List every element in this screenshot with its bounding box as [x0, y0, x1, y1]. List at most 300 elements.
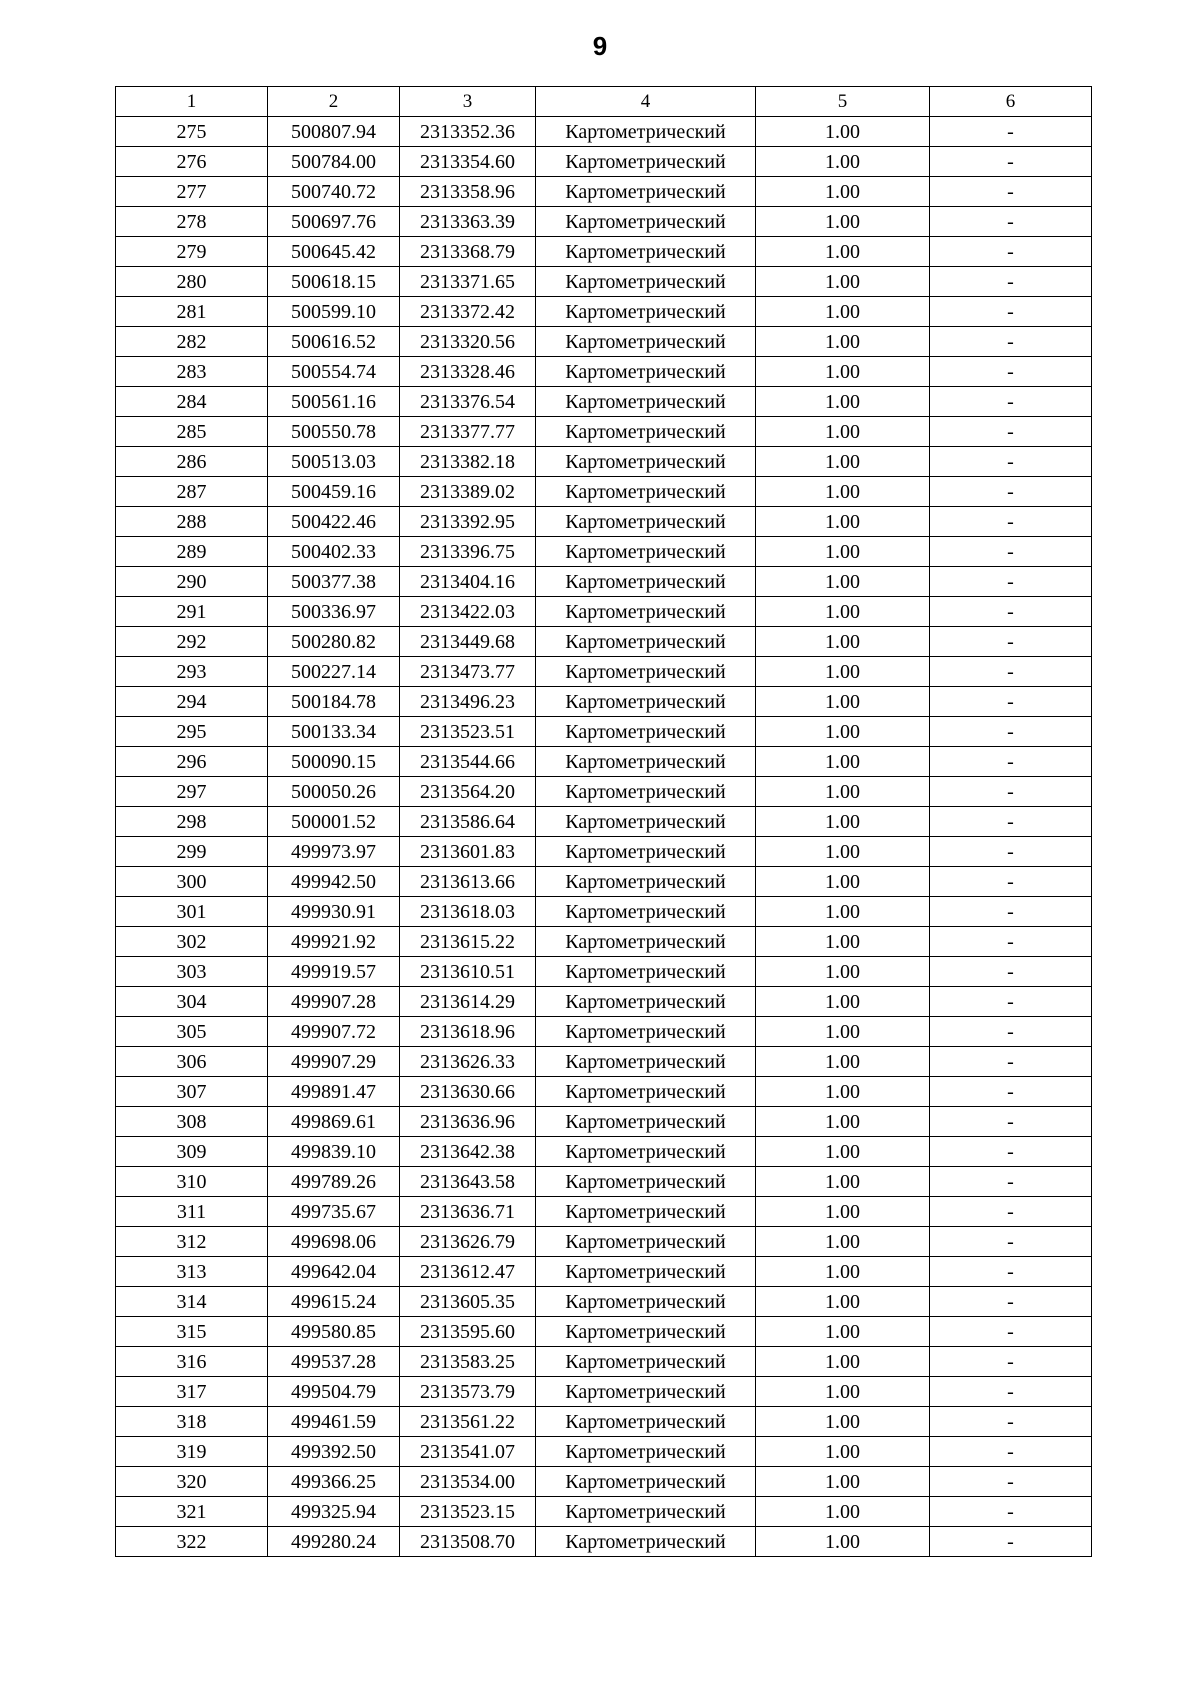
cell-note: - [930, 207, 1092, 237]
cell-method: Картометрический [536, 1407, 756, 1437]
cell-note: - [930, 807, 1092, 837]
cell-note: - [930, 1407, 1092, 1437]
cell-method: Картометрический [536, 417, 756, 447]
cell-y-coordinate: 2313368.79 [400, 237, 536, 267]
cell-y-coordinate: 2313358.96 [400, 177, 536, 207]
table-row [116, 1437, 1092, 1467]
cell-y-coordinate: 2313630.66 [400, 1077, 536, 1107]
table-row [116, 1167, 1092, 1197]
cell-y-coordinate: 2313449.68 [400, 627, 536, 657]
table-row [116, 1347, 1092, 1377]
cell-method: Картометрический [536, 1467, 756, 1497]
cell-y-coordinate: 2313523.15 [400, 1497, 536, 1527]
cell-x-coordinate: 499735.67 [268, 1197, 400, 1227]
cell-x-coordinate: 499789.26 [268, 1167, 400, 1197]
cell-x-coordinate: 500554.74 [268, 357, 400, 387]
cell-accuracy: 1.00 [756, 957, 930, 987]
table-row [116, 867, 1092, 897]
cell-y-coordinate: 2313376.54 [400, 387, 536, 417]
cell-method: Картометрический [536, 1437, 756, 1467]
cell-note: - [930, 177, 1092, 207]
cell-accuracy: 1.00 [756, 327, 930, 357]
table-row [116, 1227, 1092, 1257]
cell-note: - [930, 747, 1092, 777]
cell-note: - [930, 1017, 1092, 1047]
cell-y-coordinate: 2313626.79 [400, 1227, 536, 1257]
cell-note: - [930, 1527, 1092, 1557]
cell-accuracy: 1.00 [756, 747, 930, 777]
table-row [116, 177, 1092, 207]
cell-method: Картометрический [536, 1197, 756, 1227]
table-body [116, 117, 1092, 1557]
cell-x-coordinate: 499615.24 [268, 1287, 400, 1317]
cell-point-number: 296 [116, 747, 268, 777]
cell-note: - [930, 387, 1092, 417]
cell-x-coordinate: 499325.94 [268, 1497, 400, 1527]
cell-accuracy: 1.00 [756, 897, 930, 927]
cell-accuracy: 1.00 [756, 387, 930, 417]
cell-x-coordinate: 500133.34 [268, 717, 400, 747]
cell-note: - [930, 1047, 1092, 1077]
cell-x-coordinate: 499942.50 [268, 867, 400, 897]
cell-point-number: 292 [116, 627, 268, 657]
cell-x-coordinate: 499280.24 [268, 1527, 400, 1557]
cell-accuracy: 1.00 [756, 1317, 930, 1347]
cell-point-number: 301 [116, 897, 268, 927]
cell-y-coordinate: 2313372.42 [400, 297, 536, 327]
cell-x-coordinate: 500807.94 [268, 117, 400, 147]
cell-method: Картометрический [536, 1227, 756, 1257]
table-row [116, 327, 1092, 357]
table-row [116, 957, 1092, 987]
cell-accuracy: 1.00 [756, 297, 930, 327]
cell-method: Картометрический [536, 747, 756, 777]
cell-accuracy: 1.00 [756, 1077, 930, 1107]
cell-point-number: 315 [116, 1317, 268, 1347]
cell-method: Картометрический [536, 777, 756, 807]
cell-accuracy: 1.00 [756, 1107, 930, 1137]
cell-x-coordinate: 500336.97 [268, 597, 400, 627]
cell-note: - [930, 297, 1092, 327]
cell-point-number: 306 [116, 1047, 268, 1077]
cell-x-coordinate: 500618.15 [268, 267, 400, 297]
cell-point-number: 278 [116, 207, 268, 237]
cell-method: Картометрический [536, 1017, 756, 1047]
table-row [116, 897, 1092, 927]
cell-accuracy: 1.00 [756, 1467, 930, 1497]
cell-note: - [930, 447, 1092, 477]
table-row [116, 807, 1092, 837]
cell-accuracy: 1.00 [756, 1497, 930, 1527]
table-row [116, 987, 1092, 1017]
cell-accuracy: 1.00 [756, 777, 930, 807]
cell-x-coordinate: 499580.85 [268, 1317, 400, 1347]
cell-x-coordinate: 499504.79 [268, 1377, 400, 1407]
cell-accuracy: 1.00 [756, 807, 930, 837]
table-row [116, 747, 1092, 777]
cell-note: - [930, 1497, 1092, 1527]
cell-point-number: 283 [116, 357, 268, 387]
cell-note: - [930, 927, 1092, 957]
cell-method: Картометрический [536, 1377, 756, 1407]
table-row [116, 1467, 1092, 1497]
cell-method: Картометрический [536, 147, 756, 177]
cell-y-coordinate: 2313615.22 [400, 927, 536, 957]
cell-x-coordinate: 500402.33 [268, 537, 400, 567]
cell-x-coordinate: 499891.47 [268, 1077, 400, 1107]
cell-x-coordinate: 499973.97 [268, 837, 400, 867]
cell-x-coordinate: 500740.72 [268, 177, 400, 207]
cell-method: Картометрический [536, 327, 756, 357]
cell-method: Картометрический [536, 1077, 756, 1107]
cell-y-coordinate: 2313564.20 [400, 777, 536, 807]
table-row [116, 927, 1092, 957]
header-row [116, 87, 1092, 117]
cell-method: Картометрический [536, 927, 756, 957]
cell-x-coordinate: 499642.04 [268, 1257, 400, 1287]
cell-x-coordinate: 500280.82 [268, 627, 400, 657]
cell-accuracy: 1.00 [756, 717, 930, 747]
cell-method: Картометрический [536, 897, 756, 927]
cell-x-coordinate: 499930.91 [268, 897, 400, 927]
cell-y-coordinate: 2313618.03 [400, 897, 536, 927]
cell-method: Картометрический [536, 117, 756, 147]
cell-method: Картометрический [536, 177, 756, 207]
cell-note: - [930, 957, 1092, 987]
cell-note: - [930, 327, 1092, 357]
cell-y-coordinate: 2313352.36 [400, 117, 536, 147]
cell-accuracy: 1.00 [756, 477, 930, 507]
cell-x-coordinate: 500227.14 [268, 657, 400, 687]
cell-y-coordinate: 2313371.65 [400, 267, 536, 297]
cell-note: - [930, 657, 1092, 687]
cell-method: Картометрический [536, 237, 756, 267]
cell-point-number: 291 [116, 597, 268, 627]
cell-y-coordinate: 2313354.60 [400, 147, 536, 177]
cell-accuracy: 1.00 [756, 507, 930, 537]
cell-method: Картометрический [536, 987, 756, 1017]
table-row [116, 447, 1092, 477]
table-row [116, 507, 1092, 537]
cell-method: Картометрический [536, 297, 756, 327]
table-row [116, 207, 1092, 237]
cell-y-coordinate: 2313643.58 [400, 1167, 536, 1197]
cell-point-number: 293 [116, 657, 268, 687]
cell-method: Картометрический [536, 477, 756, 507]
page-number: 9 [592, 31, 608, 61]
cell-note: - [930, 597, 1092, 627]
cell-point-number: 311 [116, 1197, 268, 1227]
cell-accuracy: 1.00 [756, 357, 930, 387]
cell-y-coordinate: 2313382.18 [400, 447, 536, 477]
cell-x-coordinate: 500422.46 [268, 507, 400, 537]
cell-method: Картометрический [536, 1257, 756, 1287]
cell-x-coordinate: 500599.10 [268, 297, 400, 327]
cell-y-coordinate: 2313595.60 [400, 1317, 536, 1347]
cell-accuracy: 1.00 [756, 567, 930, 597]
cell-x-coordinate: 499537.28 [268, 1347, 400, 1377]
cell-y-coordinate: 2313618.96 [400, 1017, 536, 1047]
cell-note: - [930, 147, 1092, 177]
cell-note: - [930, 237, 1092, 267]
cell-note: - [930, 987, 1092, 1017]
cell-y-coordinate: 2313396.75 [400, 537, 536, 567]
cell-method: Картометрический [536, 807, 756, 837]
table-row [116, 417, 1092, 447]
table-row [116, 1107, 1092, 1137]
cell-method: Картометрический [536, 207, 756, 237]
cell-accuracy: 1.00 [756, 1167, 930, 1197]
table-row [116, 117, 1092, 147]
cell-note: - [930, 567, 1092, 597]
table-row [116, 1317, 1092, 1347]
cell-point-number: 280 [116, 267, 268, 297]
cell-note: - [930, 537, 1092, 567]
cell-note: - [930, 1107, 1092, 1137]
cell-method: Картометрический [536, 1107, 756, 1137]
cell-accuracy: 1.00 [756, 1227, 930, 1257]
cell-accuracy: 1.00 [756, 417, 930, 447]
cell-accuracy: 1.00 [756, 927, 930, 957]
cell-point-number: 289 [116, 537, 268, 567]
cell-note: - [930, 507, 1092, 537]
cell-note: - [930, 1227, 1092, 1257]
cell-note: - [930, 417, 1092, 447]
table-row [116, 777, 1092, 807]
table-row [116, 717, 1092, 747]
cell-note: - [930, 1467, 1092, 1497]
cell-point-number: 285 [116, 417, 268, 447]
column-header-4: 4 [536, 87, 756, 117]
cell-accuracy: 1.00 [756, 1377, 930, 1407]
cell-point-number: 276 [116, 147, 268, 177]
table-row [116, 567, 1092, 597]
cell-x-coordinate: 499461.59 [268, 1407, 400, 1437]
cell-accuracy: 1.00 [756, 987, 930, 1017]
cell-y-coordinate: 2313377.77 [400, 417, 536, 447]
table-row [116, 837, 1092, 867]
cell-x-coordinate: 500050.26 [268, 777, 400, 807]
cell-accuracy: 1.00 [756, 1437, 930, 1467]
cell-y-coordinate: 2313392.95 [400, 507, 536, 537]
cell-x-coordinate: 499907.72 [268, 1017, 400, 1047]
table-row [116, 1497, 1092, 1527]
cell-y-coordinate: 2313534.00 [400, 1467, 536, 1497]
cell-accuracy: 1.00 [756, 627, 930, 657]
cell-method: Картометрический [536, 957, 756, 987]
column-header-2: 2 [268, 87, 400, 117]
cell-accuracy: 1.00 [756, 117, 930, 147]
table-header [116, 87, 1092, 117]
cell-accuracy: 1.00 [756, 147, 930, 177]
cell-accuracy: 1.00 [756, 687, 930, 717]
cell-y-coordinate: 2313544.66 [400, 747, 536, 777]
cell-x-coordinate: 500184.78 [268, 687, 400, 717]
cell-method: Картометрический [536, 837, 756, 867]
cell-point-number: 316 [116, 1347, 268, 1377]
cell-note: - [930, 117, 1092, 147]
cell-method: Картометрический [536, 447, 756, 477]
cell-accuracy: 1.00 [756, 837, 930, 867]
cell-note: - [930, 897, 1092, 927]
cell-y-coordinate: 2313642.38 [400, 1137, 536, 1167]
cell-accuracy: 1.00 [756, 1137, 930, 1167]
cell-x-coordinate: 499919.57 [268, 957, 400, 987]
cell-x-coordinate: 499698.06 [268, 1227, 400, 1257]
cell-point-number: 286 [116, 447, 268, 477]
cell-note: - [930, 1197, 1092, 1227]
cell-y-coordinate: 2313473.77 [400, 657, 536, 687]
cell-note: - [930, 477, 1092, 507]
cell-x-coordinate: 500784.00 [268, 147, 400, 177]
cell-y-coordinate: 2313508.70 [400, 1527, 536, 1557]
cell-y-coordinate: 2313389.02 [400, 477, 536, 507]
table-row [116, 1287, 1092, 1317]
cell-method: Картометрический [536, 1167, 756, 1197]
cell-point-number: 305 [116, 1017, 268, 1047]
cell-point-number: 320 [116, 1467, 268, 1497]
cell-accuracy: 1.00 [756, 1407, 930, 1437]
cell-x-coordinate: 500697.76 [268, 207, 400, 237]
cell-note: - [930, 1347, 1092, 1377]
cell-method: Картометрический [536, 357, 756, 387]
table-row [116, 1077, 1092, 1107]
table-row [116, 687, 1092, 717]
table-row [116, 477, 1092, 507]
cell-x-coordinate: 499907.28 [268, 987, 400, 1017]
table-row [116, 1257, 1092, 1287]
cell-y-coordinate: 2313541.07 [400, 1437, 536, 1467]
cell-method: Картометрический [536, 1047, 756, 1077]
cell-method: Картометрический [536, 597, 756, 627]
cell-point-number: 313 [116, 1257, 268, 1287]
cell-method: Картометрический [536, 717, 756, 747]
column-header-5: 5 [756, 87, 930, 117]
cell-y-coordinate: 2313328.46 [400, 357, 536, 387]
cell-method: Картометрический [536, 1317, 756, 1347]
cell-note: - [930, 267, 1092, 297]
cell-point-number: 277 [116, 177, 268, 207]
cell-x-coordinate: 500561.16 [268, 387, 400, 417]
cell-note: - [930, 1167, 1092, 1197]
cell-point-number: 317 [116, 1377, 268, 1407]
cell-x-coordinate: 500550.78 [268, 417, 400, 447]
cell-point-number: 307 [116, 1077, 268, 1107]
cell-accuracy: 1.00 [756, 1047, 930, 1077]
cell-point-number: 314 [116, 1287, 268, 1317]
column-header-6: 6 [930, 87, 1092, 117]
cell-accuracy: 1.00 [756, 1527, 930, 1557]
table-row [116, 357, 1092, 387]
cell-method: Картометрический [536, 1527, 756, 1557]
table-row [116, 537, 1092, 567]
table-row [116, 1017, 1092, 1047]
cell-point-number: 299 [116, 837, 268, 867]
cell-note: - [930, 357, 1092, 387]
table-row [116, 147, 1092, 177]
cell-point-number: 312 [116, 1227, 268, 1257]
cell-x-coordinate: 499921.92 [268, 927, 400, 957]
cell-x-coordinate: 500090.15 [268, 747, 400, 777]
cell-note: - [930, 627, 1092, 657]
cell-method: Картометрический [536, 1497, 756, 1527]
cell-x-coordinate: 500616.52 [268, 327, 400, 357]
cell-note: - [930, 867, 1092, 897]
cell-x-coordinate: 500645.42 [268, 237, 400, 267]
cell-accuracy: 1.00 [756, 597, 930, 627]
cell-accuracy: 1.00 [756, 1017, 930, 1047]
cell-y-coordinate: 2313610.51 [400, 957, 536, 987]
cell-method: Картометрический [536, 507, 756, 537]
cell-x-coordinate: 499392.50 [268, 1437, 400, 1467]
cell-point-number: 288 [116, 507, 268, 537]
cell-point-number: 295 [116, 717, 268, 747]
cell-y-coordinate: 2313626.33 [400, 1047, 536, 1077]
cell-y-coordinate: 2313583.25 [400, 1347, 536, 1377]
cell-method: Картометрический [536, 567, 756, 597]
cell-accuracy: 1.00 [756, 207, 930, 237]
cell-point-number: 322 [116, 1527, 268, 1557]
table-row [116, 1197, 1092, 1227]
cell-x-coordinate: 500377.38 [268, 567, 400, 597]
cell-method: Картометрический [536, 867, 756, 897]
table-row [116, 1377, 1092, 1407]
cell-method: Картометрический [536, 657, 756, 687]
cell-note: - [930, 777, 1092, 807]
cell-y-coordinate: 2313636.96 [400, 1107, 536, 1137]
cell-point-number: 304 [116, 987, 268, 1017]
cell-accuracy: 1.00 [756, 237, 930, 267]
cell-accuracy: 1.00 [756, 1257, 930, 1287]
cell-method: Картометрический [536, 1347, 756, 1377]
table-row [116, 627, 1092, 657]
table-row [116, 237, 1092, 267]
column-header-1: 1 [116, 87, 268, 117]
cell-point-number: 284 [116, 387, 268, 417]
cell-method: Картометрический [536, 687, 756, 717]
cell-y-coordinate: 2313523.51 [400, 717, 536, 747]
cell-point-number: 290 [116, 567, 268, 597]
table-row [116, 1527, 1092, 1557]
column-header-3: 3 [400, 87, 536, 117]
cell-accuracy: 1.00 [756, 1347, 930, 1377]
cell-point-number: 281 [116, 297, 268, 327]
table-row [116, 1137, 1092, 1167]
cell-point-number: 282 [116, 327, 268, 357]
cell-x-coordinate: 499839.10 [268, 1137, 400, 1167]
cell-point-number: 302 [116, 927, 268, 957]
cell-accuracy: 1.00 [756, 867, 930, 897]
cell-point-number: 297 [116, 777, 268, 807]
cell-y-coordinate: 2313636.71 [400, 1197, 536, 1227]
cell-y-coordinate: 2313363.39 [400, 207, 536, 237]
table-row [116, 597, 1092, 627]
cell-note: - [930, 1317, 1092, 1347]
cell-accuracy: 1.00 [756, 1287, 930, 1317]
cell-point-number: 318 [116, 1407, 268, 1437]
cell-accuracy: 1.00 [756, 267, 930, 297]
cell-y-coordinate: 2313573.79 [400, 1377, 536, 1407]
cell-x-coordinate: 499907.29 [268, 1047, 400, 1077]
cell-y-coordinate: 2313561.22 [400, 1407, 536, 1437]
table-row [116, 387, 1092, 417]
cell-x-coordinate: 500513.03 [268, 447, 400, 477]
cell-note: - [930, 717, 1092, 747]
cell-point-number: 308 [116, 1107, 268, 1137]
cell-point-number: 279 [116, 237, 268, 267]
coordinates-table [115, 86, 1092, 1557]
table-row [116, 1047, 1092, 1077]
